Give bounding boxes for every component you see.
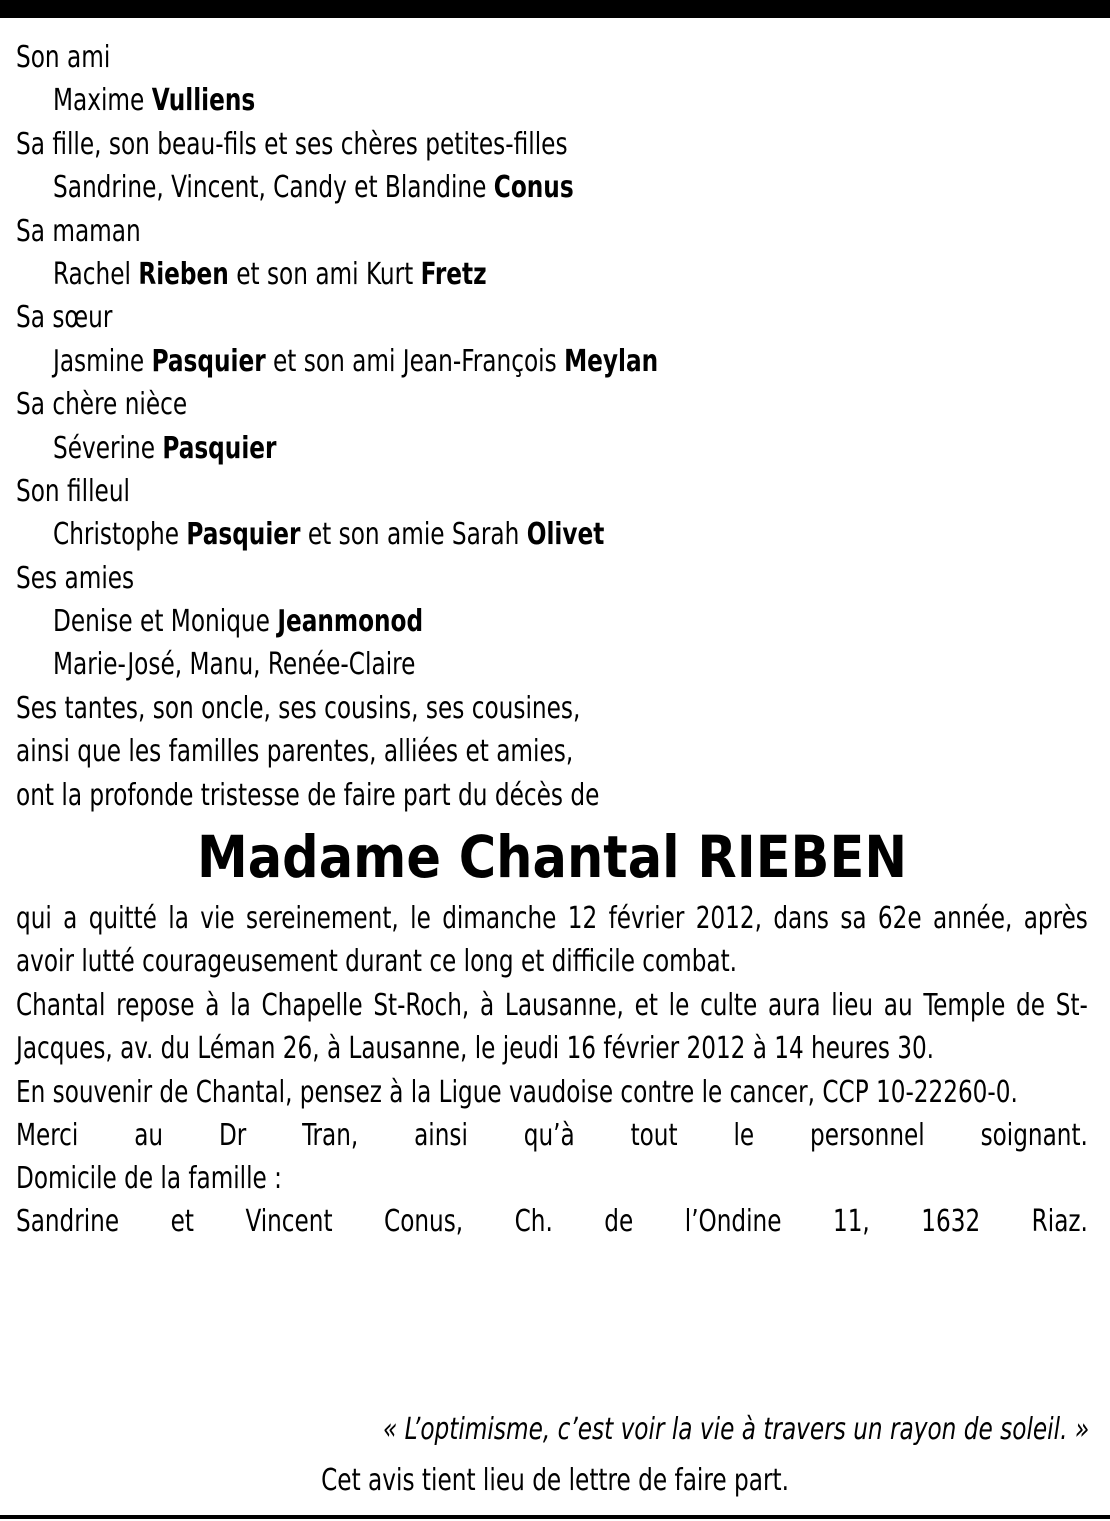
given-names: Sandrine, Vincent, Candy et Blandine bbox=[52, 170, 494, 206]
deceased-name: Madame Chantal RIEBEN bbox=[196, 823, 908, 892]
given-names: Maxime bbox=[52, 83, 152, 119]
relation-label: Sa sœur bbox=[16, 300, 113, 336]
intro-line: Ses tantes, son oncle, ses cousins, ses cousines, bbox=[16, 690, 581, 726]
top-rule bbox=[0, 0, 1110, 18]
closing-text: Cet avis tient lieu de lettre de faire part. bbox=[321, 1463, 789, 1498]
family-member bbox=[16, 253, 938, 296]
surname: Pasquier bbox=[151, 343, 266, 379]
given-names: et son amie Sarah bbox=[300, 517, 527, 553]
family-member bbox=[16, 513, 938, 556]
notice-paragraph: En souvenir de Chantal, pensez à la Ligue vaudoise contre le cancer, CCP 10-22260-0. bbox=[16, 1075, 1018, 1111]
surname: Pasquier bbox=[186, 517, 301, 553]
family-member bbox=[16, 643, 938, 686]
given-names: et son ami Jean-François bbox=[265, 343, 565, 379]
notice-body bbox=[16, 897, 1088, 1243]
given-names: Jasmine bbox=[52, 343, 152, 379]
quote-text: « L’optimisme, c’est voir la vie à travers un rayon de soleil. » bbox=[382, 1412, 1089, 1447]
relation-label: Sa chère nièce bbox=[16, 387, 188, 423]
surname: Conus bbox=[493, 170, 574, 206]
intro-line: ainsi que les familles parentes, alliées et amies, bbox=[16, 734, 574, 770]
family-member bbox=[16, 600, 938, 643]
notice-paragraph: Domicile de la famille : bbox=[16, 1161, 282, 1197]
given-names: Séverine bbox=[52, 430, 163, 466]
family-member bbox=[16, 79, 938, 122]
family-member bbox=[16, 427, 938, 470]
given-names: et son ami Kurt bbox=[228, 256, 421, 292]
relation-label: Son ami bbox=[16, 40, 111, 75]
notice-paragraph: Merci au Dr Tran, ainsi qu’à tout le personnel soignant. bbox=[16, 1118, 1088, 1154]
intro-line: ont la profonde tristesse de faire part du décès de bbox=[16, 777, 600, 813]
given-names: Christophe bbox=[52, 517, 187, 553]
notice-paragraph: Sandrine et Vincent Conus, Ch. de l’Ondine 11, 1632 Riaz. bbox=[16, 1204, 1088, 1240]
relation-label: Ses amies bbox=[16, 560, 135, 596]
surname: Fretz bbox=[420, 256, 487, 292]
intro-text bbox=[16, 687, 1088, 817]
notice-paragraph: Chantal repose à la Chapelle St-Roch, à Lausanne, et le culte aura lieu au Temple de St-Jacques, av. du Léman 26, à Lausanne, le jeudi 16 février 2012 à 14 heures 30. bbox=[16, 988, 1088, 1067]
relation-label: Sa fille, son beau-fils et ses chères petites-filles bbox=[16, 126, 568, 162]
relation-label: Sa maman bbox=[16, 213, 141, 249]
surname: Meylan bbox=[564, 343, 659, 379]
obituary-notice bbox=[16, 36, 1088, 1243]
quote bbox=[0, 1408, 1089, 1451]
surname: Vulliens bbox=[151, 83, 256, 119]
given-names: Rachel bbox=[52, 256, 139, 292]
surname: Jeanmonod bbox=[277, 604, 424, 640]
bottom-rule bbox=[0, 1515, 1110, 1519]
given-names: Denise et Monique bbox=[52, 604, 278, 640]
surname: Rieben bbox=[138, 256, 229, 292]
family-member bbox=[16, 166, 938, 209]
surname: Pasquier bbox=[162, 430, 277, 466]
closing-note bbox=[0, 1459, 1110, 1502]
family-member bbox=[16, 340, 938, 383]
given-names: Marie-José, Manu, Renée-Claire bbox=[52, 647, 416, 683]
notice-paragraph: qui a quitté la vie sereinement, le dimanche 12 février 2012, dans sa 62e année, après avoir lutté courageusement durant ce long et difficile combat. bbox=[16, 901, 1088, 980]
surname: Olivet bbox=[526, 517, 605, 553]
family-list bbox=[16, 36, 1088, 687]
relation-label: Son filleul bbox=[16, 473, 131, 509]
